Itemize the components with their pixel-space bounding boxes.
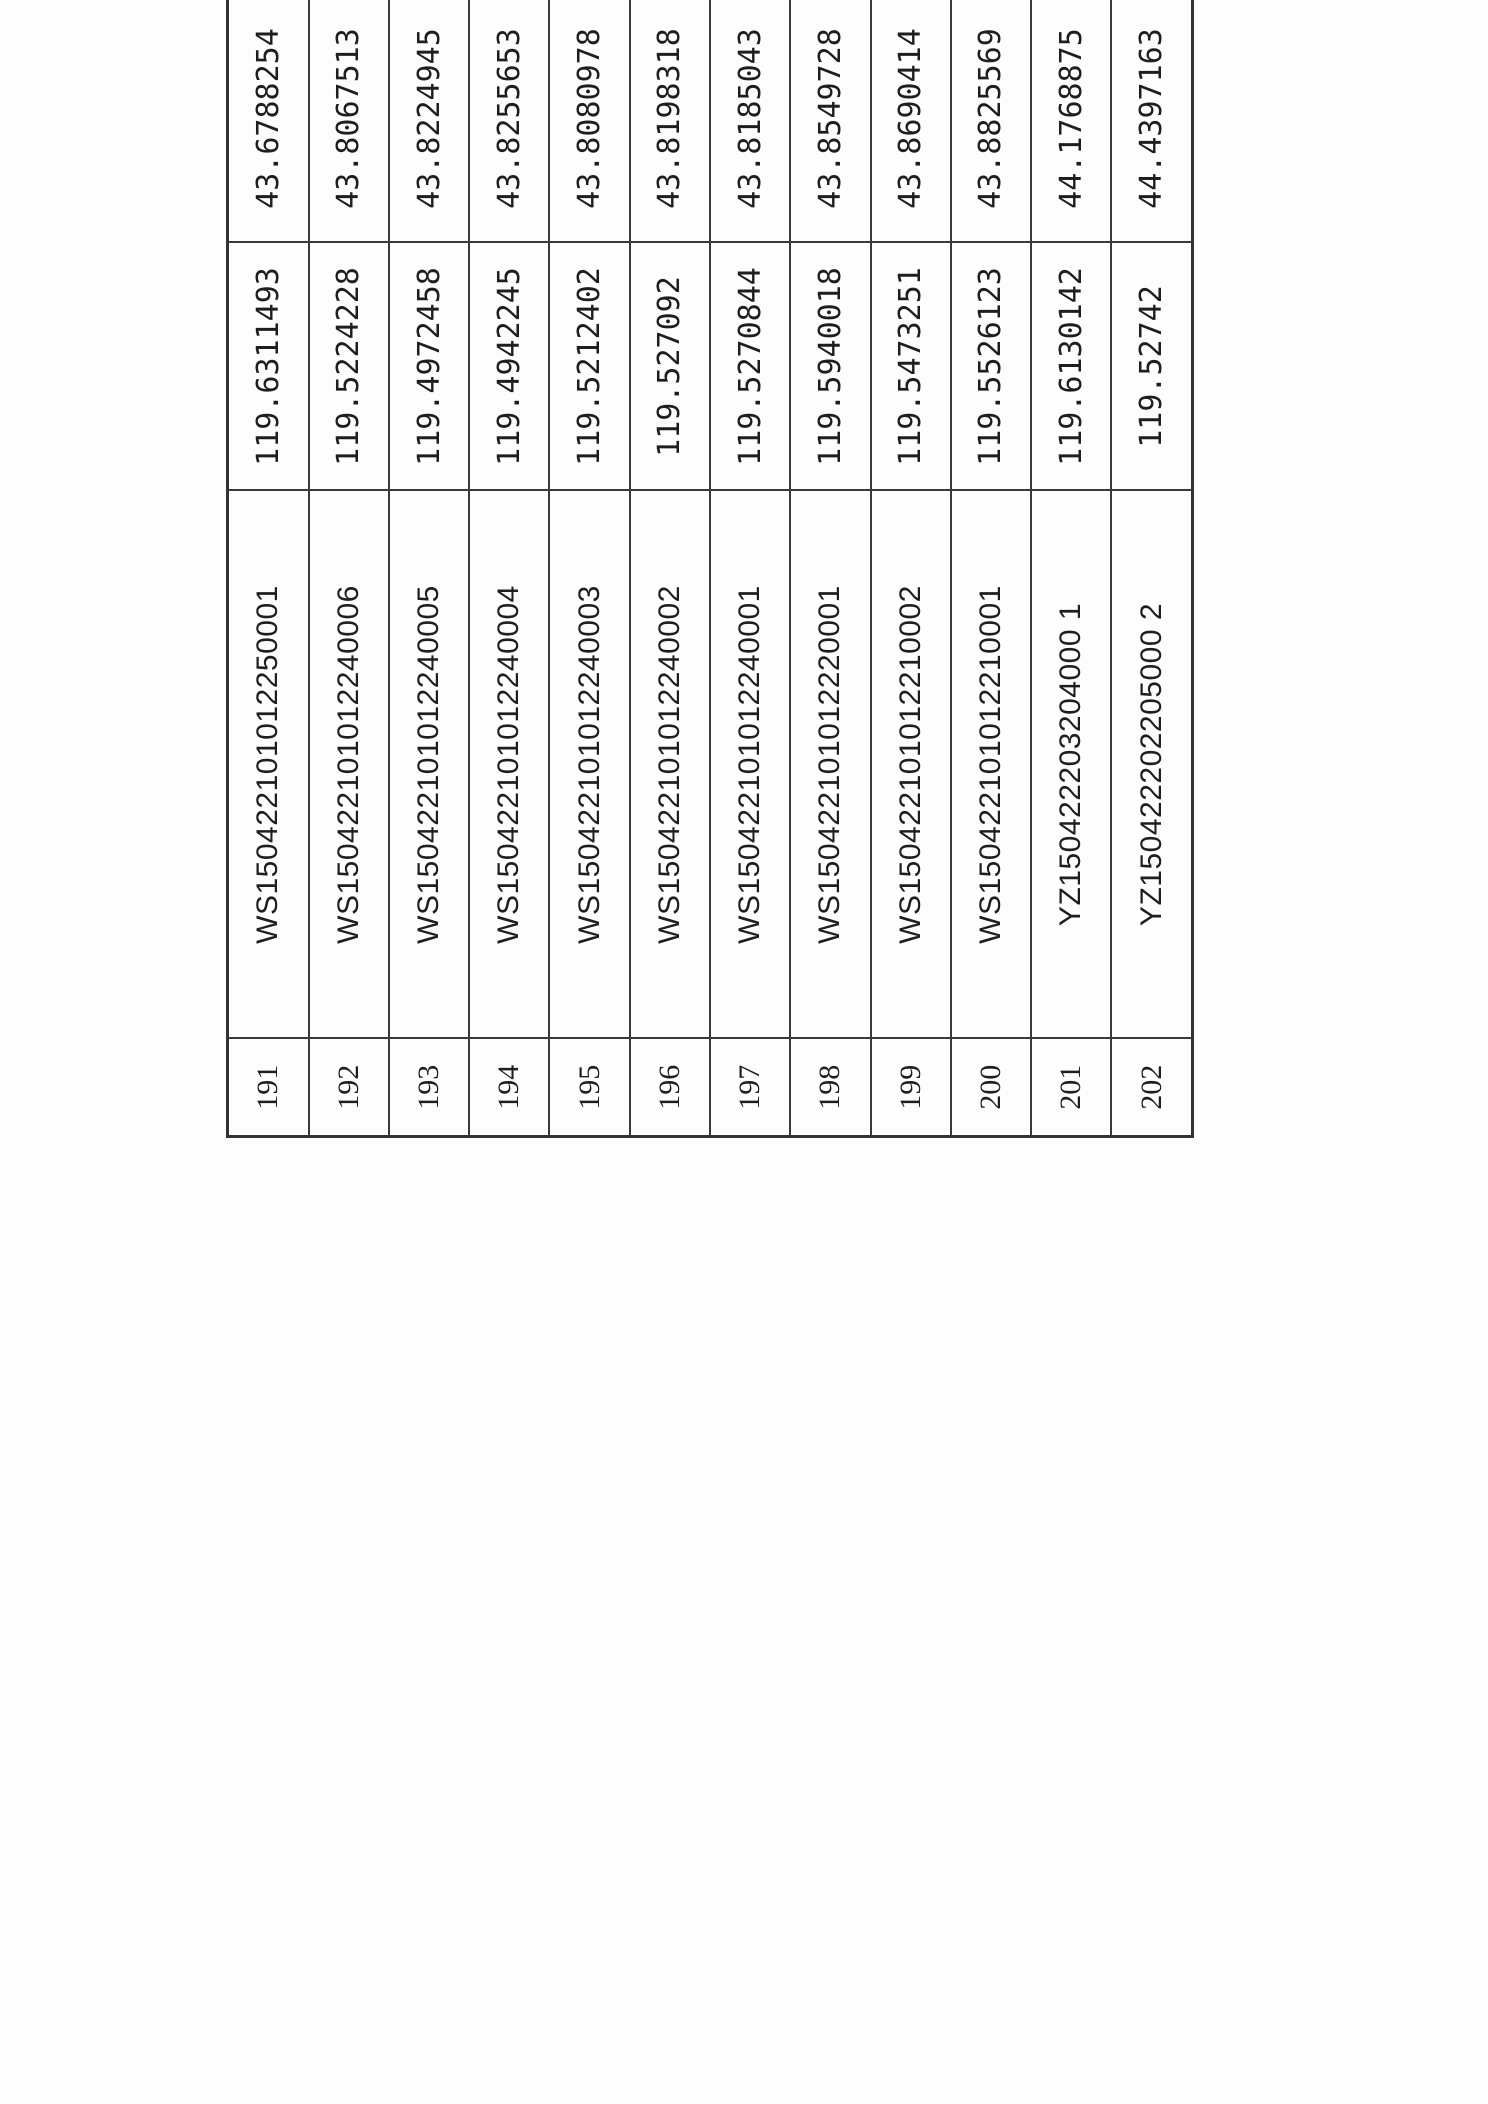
row-number: 193 bbox=[389, 1039, 469, 1137]
table-row bbox=[1031, 0, 1111, 1137]
latitude: 43.8549728 bbox=[790, 0, 870, 243]
latitude: 43.6788254 bbox=[228, 0, 309, 243]
latitude: 43.8067513 bbox=[309, 0, 389, 243]
latitude: 43.8690414 bbox=[871, 0, 951, 243]
plot-code: WS150422101012240005 bbox=[389, 491, 469, 1039]
longitude: 119.4942245 bbox=[469, 243, 549, 491]
row-number: 194 bbox=[469, 1039, 549, 1137]
table-row bbox=[1111, 0, 1192, 1137]
table-row bbox=[549, 0, 629, 1137]
row-number: 191 bbox=[228, 1039, 309, 1137]
latitude: 43.8825569 bbox=[951, 0, 1031, 243]
plot-code: YZ150422202205000 2 bbox=[1111, 491, 1192, 1039]
table-row bbox=[790, 0, 870, 1137]
row-number: 195 bbox=[549, 1039, 629, 1137]
longitude: 119.4972458 bbox=[389, 243, 469, 491]
plot-code: YZ150422203204000 1 bbox=[1031, 491, 1111, 1039]
row-number: 197 bbox=[710, 1039, 790, 1137]
row-number: 202 bbox=[1111, 1039, 1192, 1137]
table-row bbox=[389, 0, 469, 1137]
longitude: 119.5224228 bbox=[309, 243, 389, 491]
plot-code: WS150422101012210002 bbox=[871, 491, 951, 1039]
table-row bbox=[710, 0, 790, 1137]
latitude: 44.4397163 bbox=[1111, 0, 1192, 243]
plot-code: WS150422101012240002 bbox=[630, 491, 710, 1039]
latitude: 43.8185043 bbox=[710, 0, 790, 243]
longitude: 119.5212402 bbox=[549, 243, 629, 491]
table-row bbox=[630, 0, 710, 1137]
plot-code: WS150422101012240006 bbox=[309, 491, 389, 1039]
plot-code: WS150422101012240001 bbox=[710, 491, 790, 1039]
longitude: 119.5473251 bbox=[871, 243, 951, 491]
row-number: 198 bbox=[790, 1039, 870, 1137]
longitude: 119.527092 bbox=[630, 243, 710, 491]
longitude: 119.5526123 bbox=[951, 243, 1031, 491]
plot-code: WS150422101012210001 bbox=[951, 491, 1031, 1039]
table-row bbox=[309, 0, 389, 1137]
plot-code: WS150422101012220001 bbox=[790, 491, 870, 1039]
longitude: 119.5270844 bbox=[710, 243, 790, 491]
table-row bbox=[228, 0, 309, 1137]
row-number: 199 bbox=[871, 1039, 951, 1137]
longitude: 119.52742 bbox=[1111, 243, 1192, 491]
latitude: 43.8198318 bbox=[630, 0, 710, 243]
table-body bbox=[228, 0, 1193, 1137]
longitude: 119.5940018 bbox=[790, 243, 870, 491]
latitude: 43.8255653 bbox=[469, 0, 549, 243]
rotated-table-container bbox=[226, 28, 1194, 1994]
latitude: 43.8224945 bbox=[389, 0, 469, 243]
table-row bbox=[871, 0, 951, 1137]
row-number: 200 bbox=[951, 1039, 1031, 1137]
longitude: 119.6311493 bbox=[228, 243, 309, 491]
rotated-table-frame bbox=[226, 0, 1194, 1138]
row-number: 192 bbox=[309, 1039, 389, 1137]
plot-code: WS150422101012250001 bbox=[228, 491, 309, 1039]
table-row bbox=[469, 0, 549, 1137]
row-number: 201 bbox=[1031, 1039, 1111, 1137]
latitude: 44.1768875 bbox=[1031, 0, 1111, 243]
latitude: 43.8080978 bbox=[549, 0, 629, 243]
table-row bbox=[951, 0, 1031, 1137]
data-table bbox=[226, 0, 1194, 1138]
plot-code: WS150422101012240003 bbox=[549, 491, 629, 1039]
longitude: 119.6130142 bbox=[1031, 243, 1111, 491]
plot-code: WS150422101012240004 bbox=[469, 491, 549, 1039]
row-number: 196 bbox=[630, 1039, 710, 1137]
